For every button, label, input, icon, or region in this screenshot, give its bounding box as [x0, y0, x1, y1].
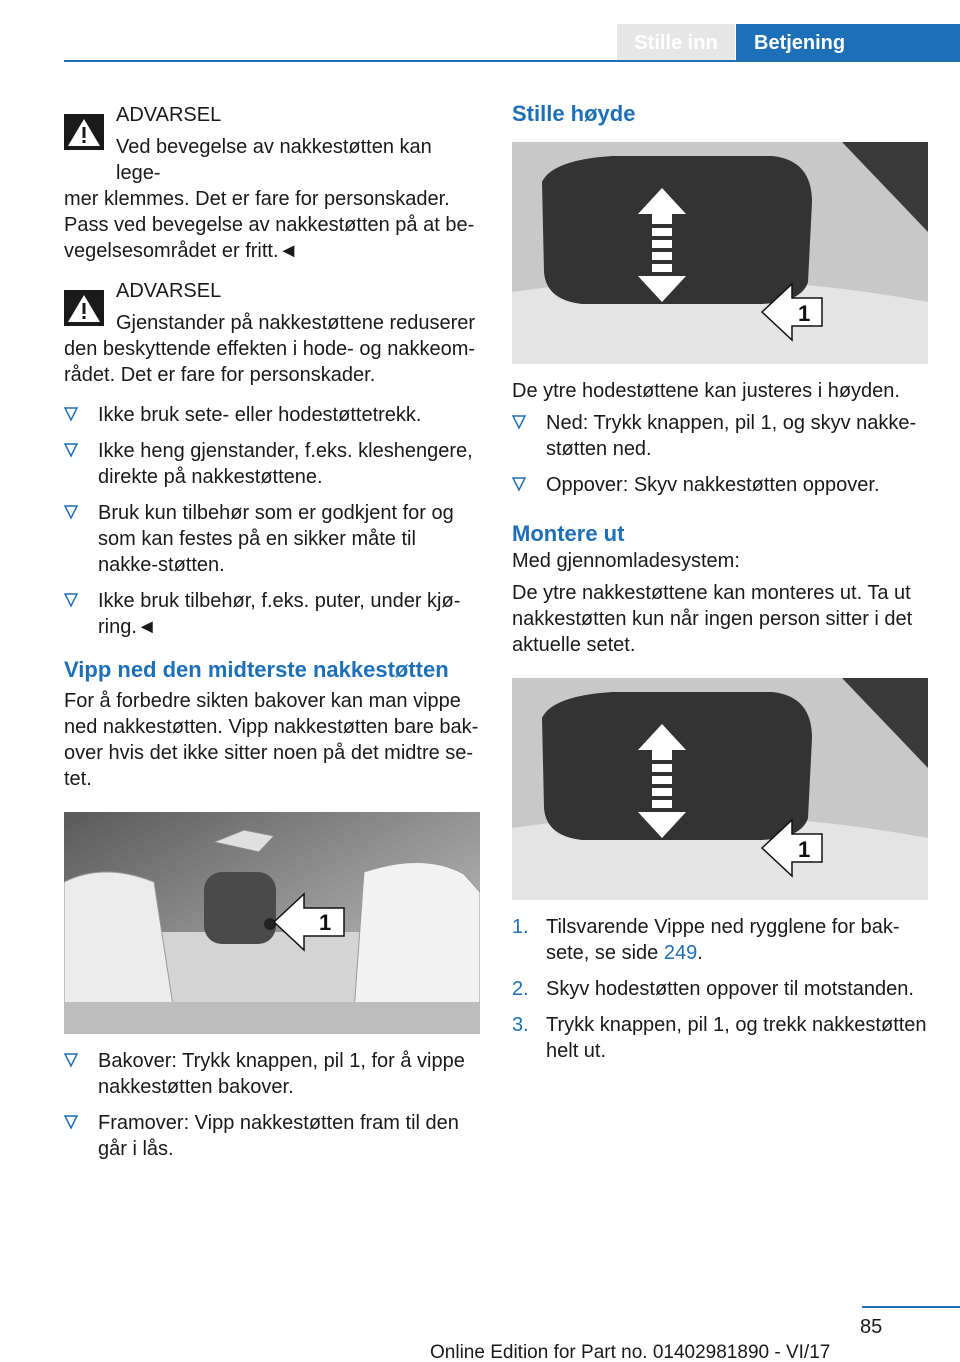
- figure-callout: 1: [798, 837, 811, 862]
- section-heading: Stille høyde: [512, 101, 636, 126]
- warning-text-rest: den beskyttende effekten i hode- og nakkeom-rådet. Det er fare for personskader.: [64, 338, 476, 386]
- list-item: [64, 500, 480, 578]
- footer-rule: [862, 1306, 960, 1308]
- list-item-text: Ned: Trykk knappen, pil 1, og skyv nakke-støtten ned.: [546, 412, 917, 460]
- triangle-bullet-icon: [64, 1114, 78, 1130]
- section-paragraph: De ytre hodestøttene kan justeres i høyden.: [512, 380, 900, 402]
- step-number: 3.: [512, 1014, 529, 1036]
- list-item-text: Ikke bruk tilbehør, f.eks. puter, under kjø-ring.◄: [98, 590, 461, 638]
- triangle-bullet-icon: [512, 476, 526, 492]
- section-heading: Montere ut: [512, 521, 625, 546]
- triangle-bullet-icon: [64, 442, 78, 458]
- tilt-bullet-list: [64, 1048, 480, 1162]
- page-link[interactable]: 249: [663, 942, 698, 964]
- step-text: Trykk knappen, pil 1, og trekk nakkestøtten helt ut.: [546, 1014, 927, 1062]
- headrest-height-figure: [512, 142, 928, 364]
- header-rule: [64, 60, 960, 62]
- list-item: [64, 588, 480, 640]
- list-item-text: Oppover: Skyv nakkestøtten oppover.: [546, 474, 880, 496]
- step-text: Tilsvarende Vippe ned rygglene for bak-sete, se side: [546, 916, 900, 964]
- tab-section: Stille inn: [617, 24, 735, 62]
- triangle-bullet-icon: [64, 406, 78, 422]
- section-paragraph: De ytre nakkestøttene kan monteres ut. Ta ut nakkestøtten kun når ingen person sitter i det aktuelle setet.: [512, 582, 913, 656]
- page-number: 85: [860, 1316, 883, 1338]
- warning-bullet-list: [64, 402, 480, 640]
- step-text-end: .: [697, 942, 703, 964]
- step-number: 1.: [512, 916, 529, 938]
- removal-steps-list: [512, 914, 928, 1064]
- list-item: [512, 1012, 928, 1064]
- list-item-text: Framover: Vipp nakkestøtten fram til den går i lås.: [98, 1112, 459, 1160]
- warning-title: ADVARSEL: [116, 104, 222, 126]
- list-item: [64, 1110, 480, 1162]
- section-paragraph: For å forbedre sikten bakover kan man vippe ned nakkestøtten. Vipp nakkestøtten bare bak-over hvis det ikke sitter noen på det midtre se-tet.: [64, 690, 479, 790]
- triangle-bullet-icon: [64, 1052, 78, 1068]
- left-column: [64, 100, 480, 1172]
- list-item: [64, 402, 480, 428]
- height-bullet-list: [512, 410, 928, 498]
- right-column: [512, 100, 928, 1074]
- list-item: [64, 438, 480, 490]
- step-number: 2.: [512, 978, 529, 1000]
- list-item: [64, 1048, 480, 1100]
- list-item-text: Ikke heng gjenstander, f.eks. kleshengere, direkte på nakkestøttene.: [98, 440, 473, 488]
- list-item: [512, 976, 928, 1002]
- warning-block-2: [64, 278, 480, 388]
- warning-title: ADVARSEL: [116, 280, 222, 302]
- step-text: Skyv hodestøtten oppover til motstanden.: [546, 978, 914, 1000]
- tab-chapter: Betjening: [736, 24, 960, 62]
- list-item-text: Bakover: Trykk knappen, pil 1, for å vippe nakkestøtten bakover.: [98, 1050, 465, 1098]
- list-item-text: Bruk kun tilbehør som er godkjent for og som kan festes på en sikker måte til nakke-støtten.: [98, 502, 454, 576]
- warning-text-first: Gjenstander på nakkestøttene reduserer: [116, 312, 476, 334]
- warning-icon: [64, 114, 104, 150]
- section-heading: Vipp ned den midterste nakkestøtten: [64, 657, 449, 682]
- triangle-bullet-icon: [64, 592, 78, 608]
- list-item: [512, 410, 928, 462]
- triangle-bullet-icon: [512, 414, 526, 430]
- warning-block-1: [64, 102, 480, 264]
- middle-headrest-figure: [64, 812, 480, 1034]
- headrest-removal-figure: [512, 678, 928, 900]
- subsection-label: Med gjennomladesystem:: [512, 550, 740, 572]
- edition-text: Online Edition for Part no. 01402981890 - VI/17: [430, 1342, 831, 1362]
- warning-text-first: Ved bevegelse av nakkestøtten kan lege-: [116, 136, 432, 184]
- list-item: [512, 914, 928, 966]
- warning-icon: [64, 290, 104, 326]
- warning-text-rest: mer klemmes. Det er fare for personskader. Pass ved bevegelse av nakkestøtten på at be-vegelsesområdet er fritt.◄: [64, 188, 475, 262]
- figure-callout: 1: [319, 910, 332, 935]
- triangle-bullet-icon: [64, 504, 78, 520]
- figure-callout: 1: [798, 301, 811, 326]
- list-item-text: Ikke bruk sete- eller hodestøttetrekk.: [98, 404, 422, 426]
- list-item: [512, 472, 928, 498]
